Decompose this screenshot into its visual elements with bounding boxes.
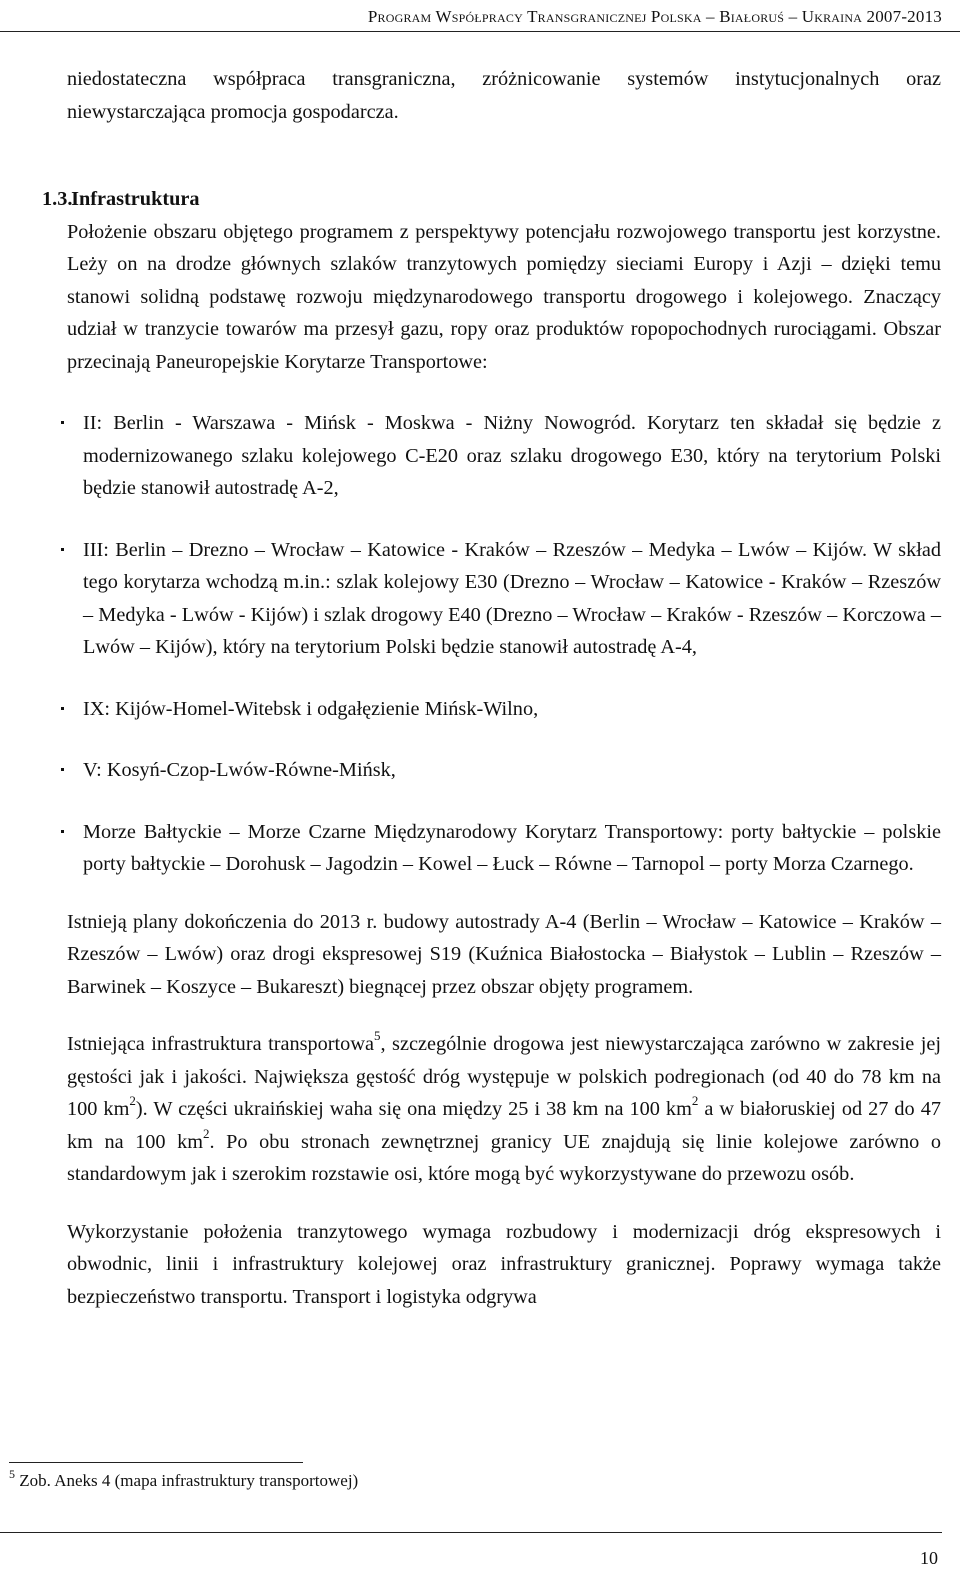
corridor-text: Morze Bałtyckie – Morze Czarne Międzynarodowy Korytarz Transportowy: porty bałtyckie – polskie porty bałtyckie – Dorohusk – Jagodzin – Kowel – Łuck – Równe – Tarnopol – porty Morza Czarnego. [83, 820, 941, 875]
text-run: ). W części ukraińskiej waha się ona między 25 i 38 km na 100 km [135, 1098, 692, 1120]
superscript: 2 [203, 1125, 210, 1141]
corridor-item [67, 407, 941, 505]
corridor-item [67, 693, 941, 726]
footnote-number: 5 [9, 1467, 15, 1482]
section-number: 1.3. [42, 188, 73, 210]
section-title: Infrastruktura [71, 188, 200, 210]
paragraph-motorway-plans: Istnieją plany dokończenia do 2013 r. budowy autostrady A-4 (Berlin – Wrocław – Katowice – Kraków – Rzeszów – Lwów) oraz drogi ekspresowej S19 (Kuźnica Białostocka – Białystok – Lublin – Rzeszów – Barwinek – Koszyce – Bukareszt) biegnącej przez obszar objęty programem. [67, 910, 941, 998]
bullet-dot [61, 421, 64, 424]
paragraph-transit-use: Wykorzystanie położenia tranzytowego wymaga rozbudowy i modernizacji dróg ekspresowych i obwodnic, linii i infrastruktury kolejowej oraz infrastruktury granicznej. Poprawy wymaga także bezpieczeństwo transportu. Transport i logistyka odgrywa [67, 1220, 941, 1308]
superscript: 2 [691, 1093, 699, 1109]
footnote-text: Zob. Aneks 4 (mapa infrastruktury transportowej) [19, 1471, 359, 1490]
intro-paragraph: niedostateczna współpraca transgraniczna, zróżnicowanie systemów instytucjonalnych oraz niewystarczająca promocja gospodarcza. [67, 68, 941, 123]
text-run: , szczególnie drogowa jest niewystarczająca zarówno w zakresie jej gęstości jak i jakości. Największa gęstość dróg występuje w polskich podregionach (od 40 do 78 km na 100 km [67, 1033, 941, 1120]
corridor-text: III: Berlin – Drezno – Wrocław – Katowice - Kraków – Rzeszów – Medyka – Lwów – Kijów. W skład tego korytarza wchodzą m.in.: szlak kolejowy E30 (Drezno – Wrocław – Katowice - Kraków – Rzeszów – Medyka - Lwów - Kijów) i szlak drogowy E40 (Drezno – Wrocław – Kraków - Rzeszów – Korczowa – Lwów – Kijów), który na terytorium Polski będzie stanowił autostradę A-4, [83, 538, 941, 658]
superscript: 2 [129, 1093, 136, 1109]
section-heading [42, 183, 941, 216]
bullet-dot [61, 707, 64, 710]
corridor-text: IX: Kijów-Homel-Witebsk i odgałęzienie Mińsk-Wilno, [83, 697, 539, 720]
corridor-text: V: Kosyń-Czop-Lwów-Równe-Mińsk, [83, 759, 396, 781]
corridor-item [67, 754, 941, 787]
footnote [9, 1467, 609, 1492]
bullet-dot [61, 548, 64, 551]
header-title: Program Współpracy Transgranicznej Polska – Białoruś – Ukraina 2007-2013 [367, 7, 942, 26]
paragraph-existing-infrastructure [67, 1028, 941, 1191]
text-run: . Po obu stronach zewnętrznej granicy UE znajdują się linie kolejowe zarówno o standardowym jak i szerokim rozstawie osi, które mogą być wykorzystywane do przewozu osób. [67, 1130, 941, 1185]
footer-rule [0, 1532, 942, 1533]
footnote-reference: 5 [373, 1028, 381, 1044]
page-body [42, 63, 941, 1313]
corridor-item [67, 816, 941, 881]
running-header [0, 0, 960, 32]
corridor-text: II: Berlin - Warszawa - Mińsk - Moskwa - Niżny Nowogród. Korytarz ten składał się będzie z modernizowanego szlaku kolejowego C-E20 oraz szlaku drogowego E30, który na terytorium Polski będzie stanowił autostradę A-2, [83, 412, 941, 499]
text-run: Istniejąca infrastruktura transportowa [67, 1033, 374, 1055]
paragraph-location: Położenie obszaru objętego programem z perspektywy potencjału rozwojowego transportu jest korzystne. Leży on na drodze głównych szlaków tranzytowych pomiędzy sieciami Europy i Azji – dzięki temu stanowi solidną podstawę rozwoju międzynarodowego transportu drogowego i kolejowego. Znaczący udział w tranzycie towarów ma przesył gazu, ropy oraz produktów ropopochodnych rurociągami. Obszar przecinają Paneuropejskie Korytarze Transportowe: [67, 220, 941, 373]
page-number: 10 [920, 1548, 938, 1568]
bullet-dot [61, 830, 64, 833]
bullet-dot [61, 768, 64, 771]
text-run: a w białoruskiej od 27 do 47 km na 100 km [67, 1098, 941, 1153]
corridor-item [67, 534, 941, 664]
footnote-separator [9, 1462, 303, 1463]
